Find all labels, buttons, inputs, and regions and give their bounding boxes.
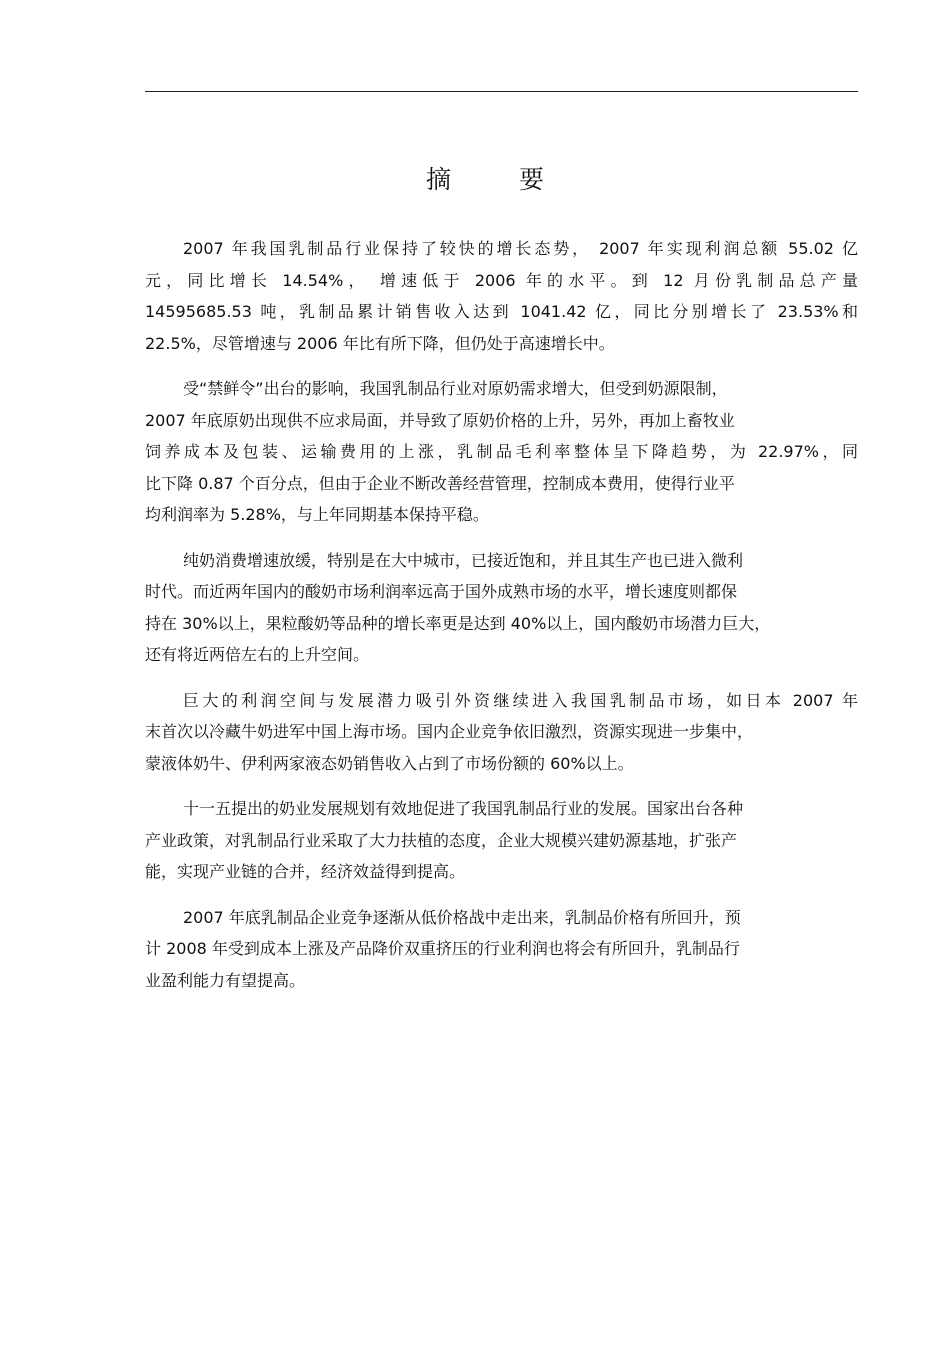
text-line: 十一五提出的奶业发展规划有效地促进了我国乳制品行业的发展。国家出台各种 — [183, 799, 744, 818]
text-line: 均利润率为 5.28%，与上年同期基本保持平稳。 — [145, 505, 489, 524]
page-title: 摘 要 — [426, 165, 574, 194]
abstract-body — [145, 233, 858, 1010]
text-line: 比下降 0.87 个百分点，但由于企业不断改善经营管理，控制成本费用，使得行业平 — [145, 473, 735, 493]
paragraph-3 — [145, 545, 858, 671]
text-line: 产业政策，对乳制品行业采取了大力扶植的态度，企业大规模兴建奶源基地，扩张产 — [145, 830, 738, 850]
text-line: 受“禁鲜令”出台的影响，我国乳制品行业对原奶需求增大，但受到奶源限制， — [183, 379, 728, 398]
text-line: 2007 年底原奶出现供不应求局面，并导致了原奶价格的上升，另外，再加上畜牧业 — [145, 410, 735, 430]
text-line: 能，实现产业链的合并，经济效益得到提高。 — [145, 862, 466, 881]
text-line: 持在 30%以上，果粒酸奶等品种的增长率更是达到 40%以上，国内酸奶市场潜力巨大， — [145, 613, 771, 633]
text-line: 蒙液体奶牛、伊利两家液态奶销售收入占到了市场份额的 60%以上。 — [145, 753, 634, 773]
text-line: 22.5%，尽管增速与 2006 年比有所下降，但仍处于高速增长中。 — [145, 333, 615, 353]
paragraph-5 — [145, 793, 858, 888]
text-line: 巨大的利润空间与发展潜力吸引外资继续进入我国乳制品市场，如日本 2007 年 — [183, 690, 858, 710]
paragraph-6 — [145, 902, 858, 997]
text-line: 时代。而近两年国内的酸奶市场利润率远高于国外成熟市场的水平，增长速度则都保 — [145, 582, 738, 601]
text-line: 业盈利能力有望提高。 — [145, 970, 306, 990]
paragraph-4 — [145, 685, 858, 780]
text-line: 饲养成本及包装、运输费用的上涨，乳制品毛利率整体呈下降趋势，为 22.97%，同 — [145, 442, 858, 461]
text-line: 计 2008 年受到成本上涨及产品降价双重挤压的行业利润也将会有所回升，乳制品行 — [145, 939, 740, 958]
text-line: 纯奶消费增速放缓，特别是在大中城市，已接近饱和，并且其生产也已进入微利 — [183, 550, 744, 570]
text-line: 还有将近两倍左右的上升空间。 — [145, 645, 370, 664]
text-line: 2007 年底乳制品企业竞争逐渐从低价格战中走出来，乳制品价格有所回升，预 — [183, 907, 741, 927]
header-rule — [145, 91, 858, 92]
text-line: 元，同比增长 14.54%， 增速低于 2006 年的水平。到 12 月份乳制品总产量 — [145, 270, 858, 290]
text-line: 末首次以冷藏牛奶进军中国上海市场。国内企业竞争依旧激烈，资源实现进一步集中， — [145, 722, 754, 741]
text-line: 2007 年我国乳制品行业保持了较快的增长态势， 2007 年实现利润总额 55.02 亿 — [183, 239, 858, 258]
paragraph-1 — [145, 233, 858, 359]
text-line: 14595685.53 吨，乳制品累计销售收入达到 1041.42 亿，同比分别增长了 23.53%和 — [145, 302, 858, 321]
paragraph-2 — [145, 373, 858, 531]
